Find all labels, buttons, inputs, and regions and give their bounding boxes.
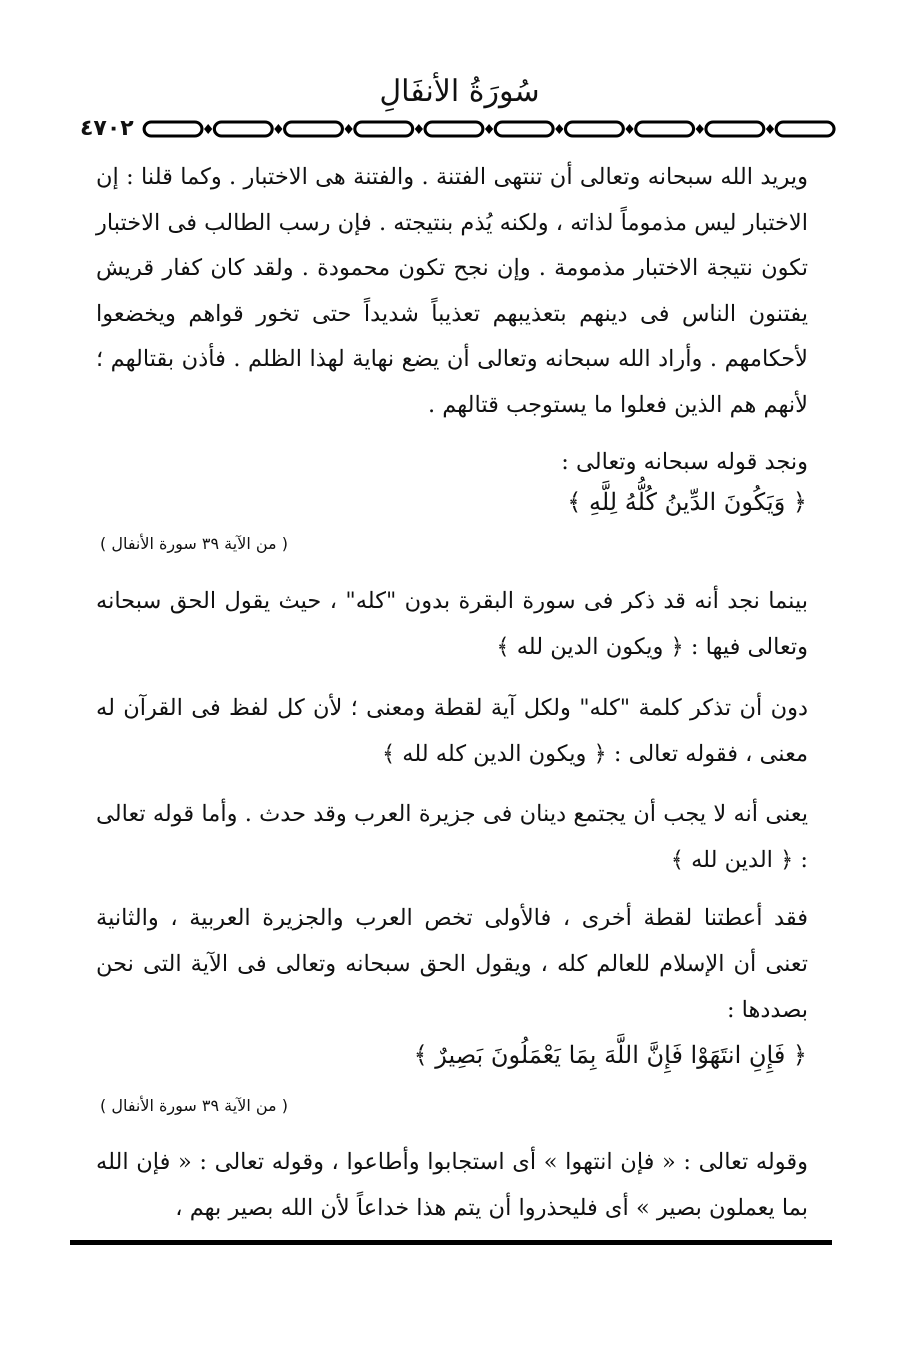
paragraph-6: فقد أعطتنا لقطة أخرى ، فالأولى تخص العرب والجزيرة العربية ، والثانية تعنى أن الإسلام للعالم كله ، ويقول الحق سبحانه وتعالى فى الآية التى نحن بصددها :: [96, 905, 808, 1023]
verse-reference-1: ( من الآية ٣٩ سورة الأنفال ): [100, 534, 288, 553]
paragraph-1: ويريد الله سبحانه وتعالى أن تنتهى الفتنة . والفتنة هى الاختبار . وكما قلنا : إن الاختبار ليس مذموماً لذاته ، ولكنه يُذم بنتيجته . فإن رسب الطالب فى الاختبار تكون نتيجة الاختبار مذمومة . وإن نجح تكون محمودة . ولقد كان كفار قريش يفتنون الناس فى دينهم بتعذيبهم تعذيباً شديداً حتى تخور قواهم ويخضعوا لأحكامهم . وأراد الله سبحانه وتعالى أن يضع نهاية لهذا الظلم . فأذن بقتالهم ؛ لأنهم هم الذين فعلوا ما يستوجب قتالهم .: [96, 164, 808, 418]
paragraph-2: ونجد قوله سبحانه وتعالى :: [561, 449, 808, 475]
paragraph-4: دون أن تذكر كلمة "كله" ولكل آية لقطة ومعنى ؛ لأن كل لفظ فى القرآن له معنى ، فقوله تعالى : ﴿ ويكون الدين كله لله ﴾: [96, 695, 808, 767]
chain-ornament: [140, 118, 842, 140]
header-band: [74, 118, 842, 140]
bottom-rule: [70, 1240, 832, 1245]
quran-verse-2: ﴿ فَإِنِ انتَهَوْا فَإِنَّ اللَّهَ بِمَا يَعْمَلُونَ بَصِيرٌ ﴾: [413, 1041, 807, 1069]
surah-title: سُورَةُ الأنفَالِ: [379, 74, 540, 109]
quran-verse-1: ﴿ وَيَكُونَ الدِّينُ كُلُّهُ لِلَّهِ ﴾: [567, 488, 807, 516]
verse-reference-2: ( من الآية ٣٩ سورة الأنفال ): [100, 1096, 288, 1115]
paragraph-5: يعنى أنه لا يجب أن يجتمع دينان فى جزيرة العرب وقد حدث . وأما قوله تعالى : ﴿ الدين لله ﴾: [96, 801, 808, 873]
paragraph-7: وقوله تعالى : « فإن انتهوا » أى استجابوا وأطاعوا ، وقوله تعالى : « فإن الله بما يعملون بصير » أى فليحذروا أن يتم هذا خداعاً لأن الله بصير بهم ،: [96, 1149, 808, 1221]
page-number: ٤٧٠٢: [80, 116, 134, 141]
paragraph-3: بينما نجد أنه قد ذكر فى سورة البقرة بدون "كله" ، حيث يقول الحق سبحانه وتعالى فيها : ﴿ ويكون الدين لله ﴾: [96, 588, 808, 660]
